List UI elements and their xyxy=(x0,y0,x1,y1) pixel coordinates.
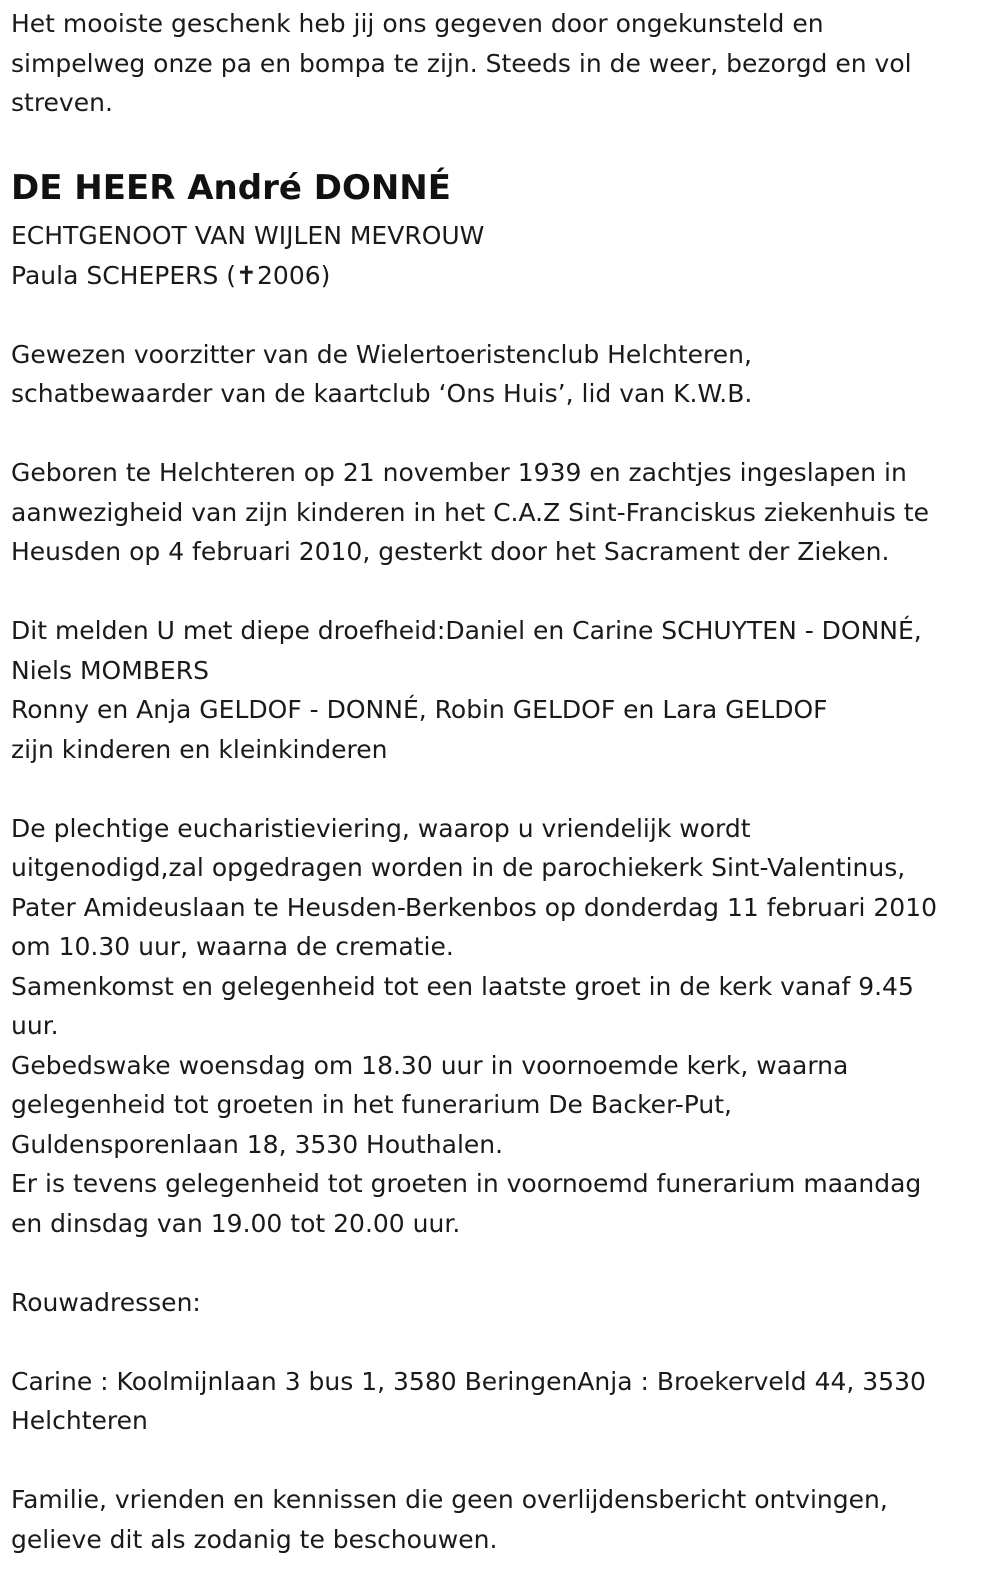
spacer xyxy=(11,1322,990,1362)
spacer xyxy=(11,769,990,809)
spacer xyxy=(11,295,990,335)
spacer xyxy=(11,1243,990,1283)
spacer xyxy=(11,572,990,612)
roles-paragraph: Gewezen voorzitter van de Wielertoeristenclub Helchteren, schatbewaarder van de kaartclub ‘Ons Huis’, lid van K.W.B. xyxy=(11,339,753,408)
spouse-line-1: ECHTGENOOT VAN WIJLEN MEVROUW xyxy=(11,221,485,250)
spouse-line-2: Paula SCHEPERS (✝2006) xyxy=(11,260,331,290)
spacer xyxy=(11,414,990,454)
closing-paragraph: Familie, vrienden en kennissen die geen overlijdensbericht ontvingen, gelieve dit als zodanig te beschouwen. xyxy=(11,1485,888,1554)
addresses-paragraph: Carine : Koolmijnlaan 3 bus 1, 3580 BeringenAnja : Broekerveld 44, 3530 Helchteren xyxy=(11,1366,926,1435)
ceremony-paragraph: De plechtige eucharistieviering, waarop u vriendelijk wordt uitgenodigd,zal opgedragen worden in de parochiekerk Sint-Valentinus, Pater Amideuslaan te Heusden-Berkenbos op donderdag 11 februari 2010 om 10.30 uur, waarna de crematie. Samenkomst en gelegenheid tot een laatste groet in de kerk vanaf 9.45 uur. Gebedswake woensdag om 18.30 uur in voornoemde kerk, waarna gelegenheid tot groeten in het funerarium De Backer-Put, Guldensporenlaan 18, 3530 Houthalen. Er is tevens gelegenheid tot groeten in voornoemd funerarium maandag en dinsdag van 19.00 tot 20.00 uur. xyxy=(11,813,938,1238)
birth-death-paragraph: Geboren te Helchteren op 21 november 1939 en zachtjes ingeslapen in aanwezigheid van zijn kinderen in het C.A.Z Sint-Franciskus ziekenhuis te Heusden op 4 februari 2010, gesterkt door het Sacrament der Zieken. xyxy=(11,458,929,566)
spacer xyxy=(11,123,990,163)
intro-paragraph: Het mooiste geschenk heb jij ons gegeven door ongekunsteld en simpelweg onze pa en bompa te zijn. Steeds in de weer, bezorgd en vol streven. xyxy=(11,9,912,117)
deceased-name-heading: DE HEER André DONNÉ xyxy=(11,168,451,208)
family-paragraph: Dit melden U met diepe droefheid:Daniel en Carine SCHUYTEN - DONNÉ, Niels MOMBERS Ronny en Anja GELDOF - DONNÉ, Robin GELDOF en Lara GELDOF zijn kinderen en kleinkinderen xyxy=(11,616,922,764)
spacer xyxy=(11,1441,990,1481)
addresses-heading: Rouwadressen: xyxy=(11,1287,201,1317)
